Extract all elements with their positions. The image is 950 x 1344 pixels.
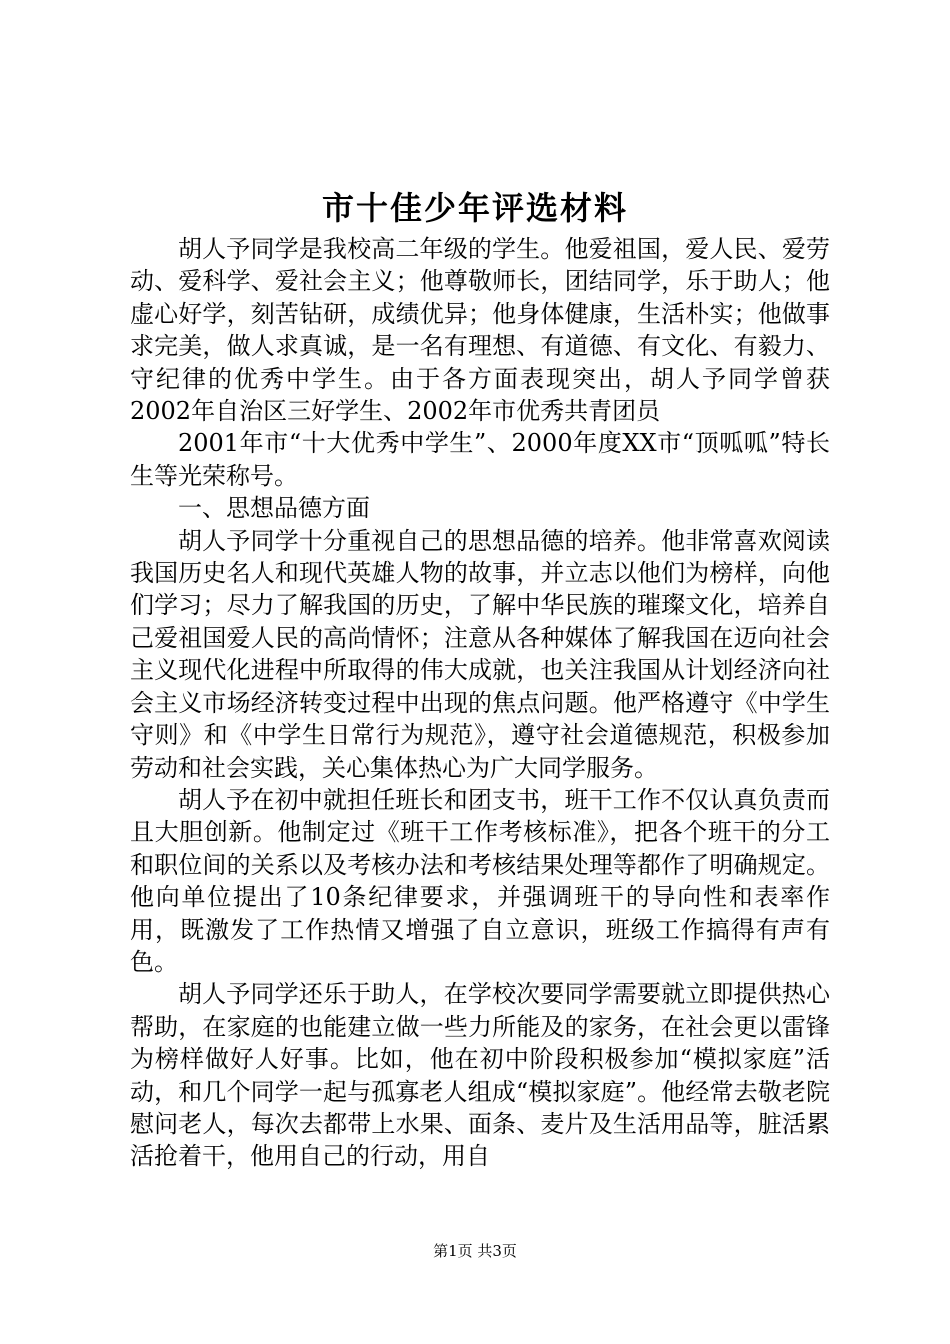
paragraph-honors: 2001年市“十大优秀中学生”、2000年度XX市“顶呱呱”特长生等光荣称号。 [130,429,830,490]
paragraph-moral: 胡人予同学十分重视自己的思想品德的培养。他非常喜欢阅读我国历史名人和现代英雄人物的故事，并立志以他们为榜样，向他们学习；尽力了解我国的历史，了解中华民族的璀璨文化，培养自己爱祖国爱人民的高尚情怀；注意从各种媒体了解我国在迈向社会主义现代化进程中所取得的伟大成就，也关注我国从计划经济向社会主义市场经济转变过程中出现的焦点问题。他严格遵守《中学生守则》和《中学生日常行为规范》，遵守社会道德规范，积极参加劳动和社会实践，关心集体热心为广大同学服务。 [130,526,830,782]
paragraph-helping-others: 胡人予同学还乐于助人，在学校次要同学需要就立即提供热心帮助，在家庭的也能建立做一些力所能及的家务，在社会更以雷锋为榜样做好人好事。比如，他在初中阶段积极参加“模拟家庭”活动，和几个同学一起与孤寡老人组成“模拟家庭”。他经常去敬老院慰问老人，每次去都带上水果、面条、麦片及生活用品等，脏活累活抢着干，他用自己的行动，用自 [130,980,830,1171]
document-body [130,233,830,1173]
document-title: 市十佳少年评选材料 [321,189,628,227]
paragraph-class-leader: 胡人予在初中就担任班长和团支书，班干工作不仅认真负责而且大胆创新。他制定过《班干工作考核标准》，把各个班干的分工和职位间的关系以及考核办法和考核结果处理等都作了明确规定。他向单位提出了10条纪律要求，并强调班干的导向性和表率作用，既激发了工作热情又增强了自立意识，班级工作搞得有声有色。 [130,785,830,976]
page-number-footer: 第1页 共3页 [433,1242,517,1260]
section-heading-moral: 一、思想品德方面 [178,494,370,523]
paragraph-intro: 胡人予同学是我校高二年级的学生。他爱祖国，爱人民、爱劳动、爱科学、爱社会主义；他尊敬师长，团结同学，乐于助人；他虚心好学，刻苦钻研，成绩优异；他身体健康，生活朴实；他做事求完美，做人求真诚，是一名有理想、有道德、有文化、有毅力、守纪律的优秀中学生。由于各方面表现突出，胡人予同学曾获2002年自治区三好学生、2002年市优秀共青团员 [130,235,830,426]
